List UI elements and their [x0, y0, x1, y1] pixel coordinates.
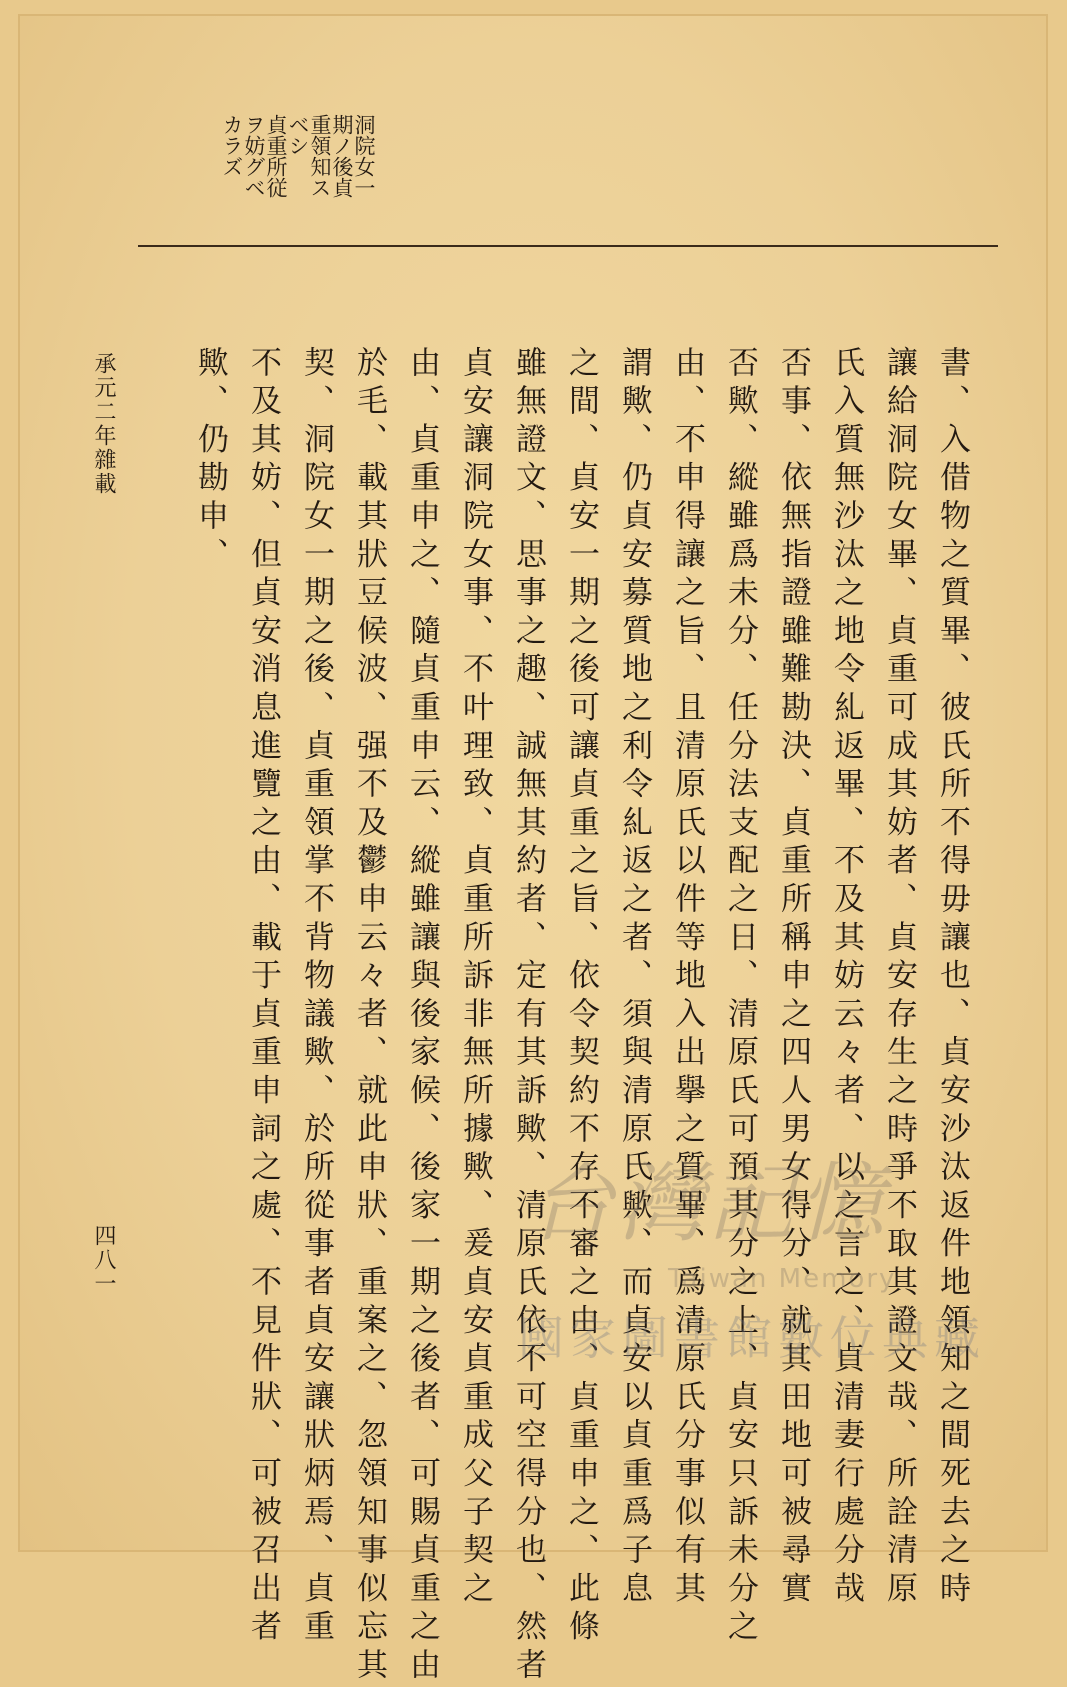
page-number: 四八一 [91, 1224, 116, 1296]
text-column: 謂歟、仍貞安募質地之利令糺返之者、須與清原氏歟、而貞安以貞重爲子息 [616, 346, 652, 1610]
running-title: 承元二年雜載 [91, 352, 116, 496]
text-column: 由、貞重申之、隨貞重申云、縱雖讓與後家候、後家一期之後者、可賜貞重之由 [404, 346, 440, 1687]
headnote-line: 重領知ス [308, 114, 332, 198]
headnote-line: ベシ [286, 114, 310, 156]
watermark-chinese: 國家圖書館數位典藏 [518, 1311, 986, 1365]
headnote-line: 洞院女一 [352, 114, 376, 198]
text-column: 契、洞院女一期之後、貞重領掌不背物議歟、於所從事者貞安讓狀炳焉、貞重 [298, 346, 334, 1649]
headnote-line: 期ノ後貞 [330, 114, 354, 198]
text-column: 書、入借物之質畢、彼氏所不得毋讓也、貞安沙汰返件地領知之間死去之時 [934, 346, 970, 1610]
text-column: 歟、仍勘申、 [192, 346, 228, 576]
watermark-english: Taiwan Memory [668, 1264, 897, 1294]
headnote-line: ヲ妨グベ [242, 114, 266, 198]
text-column: 氏入質無沙汰之地令糺返畢、不及其妨云々者、以之言之、貞清妻行處分哉 [828, 346, 864, 1610]
headnote-line: 貞重所従 [264, 114, 288, 198]
watermark-logo: 台灣記憶 [528, 1154, 888, 1254]
headnote-line: カラズ [220, 114, 244, 177]
document-page [18, 14, 1048, 1687]
text-column: 於毛、載其狀豆候波、强不及鬱申云々者、就此申狀、重案之、忽領知事似忘其 [351, 346, 387, 1687]
text-column: 讓給洞院女畢、貞重可成其妨者、貞安存生之時爭不取其證文哉、所詮清原 [881, 346, 917, 1610]
text-column: 由、不申得讓之旨、且清原氏以件等地入出擧之質畢、爲清原氏分事似有其 [669, 346, 705, 1610]
text-column: 貞安讓洞院女事、不叶理致、貞重所訴非無所據歟、爰貞安貞重成父子契之 [457, 346, 493, 1610]
text-column: 雖無證文、思事之趣、誠無其約者、定有其訴歟、清原氏依不可空得分也、然者 [510, 346, 546, 1687]
text-column: 否事、依無指證雖難勘決、貞重所稱申之四人男女得分、就其田地可被尋實 [775, 346, 811, 1610]
horizontal-divider [138, 245, 998, 247]
text-column: 否歟、縱雖爲未分、任分法支配之日、清原氏可預其分之上、貞安只訴未分之 [722, 346, 758, 1649]
text-column: 不及其妨、但貞安消息進覽之由、載于貞重申詞之處、不見件狀、可被召出者 [245, 346, 281, 1649]
text-column: 之間、貞安一期之後可讓貞重之旨、依令契約不存不審之由、貞重申之、此條 [563, 346, 599, 1649]
